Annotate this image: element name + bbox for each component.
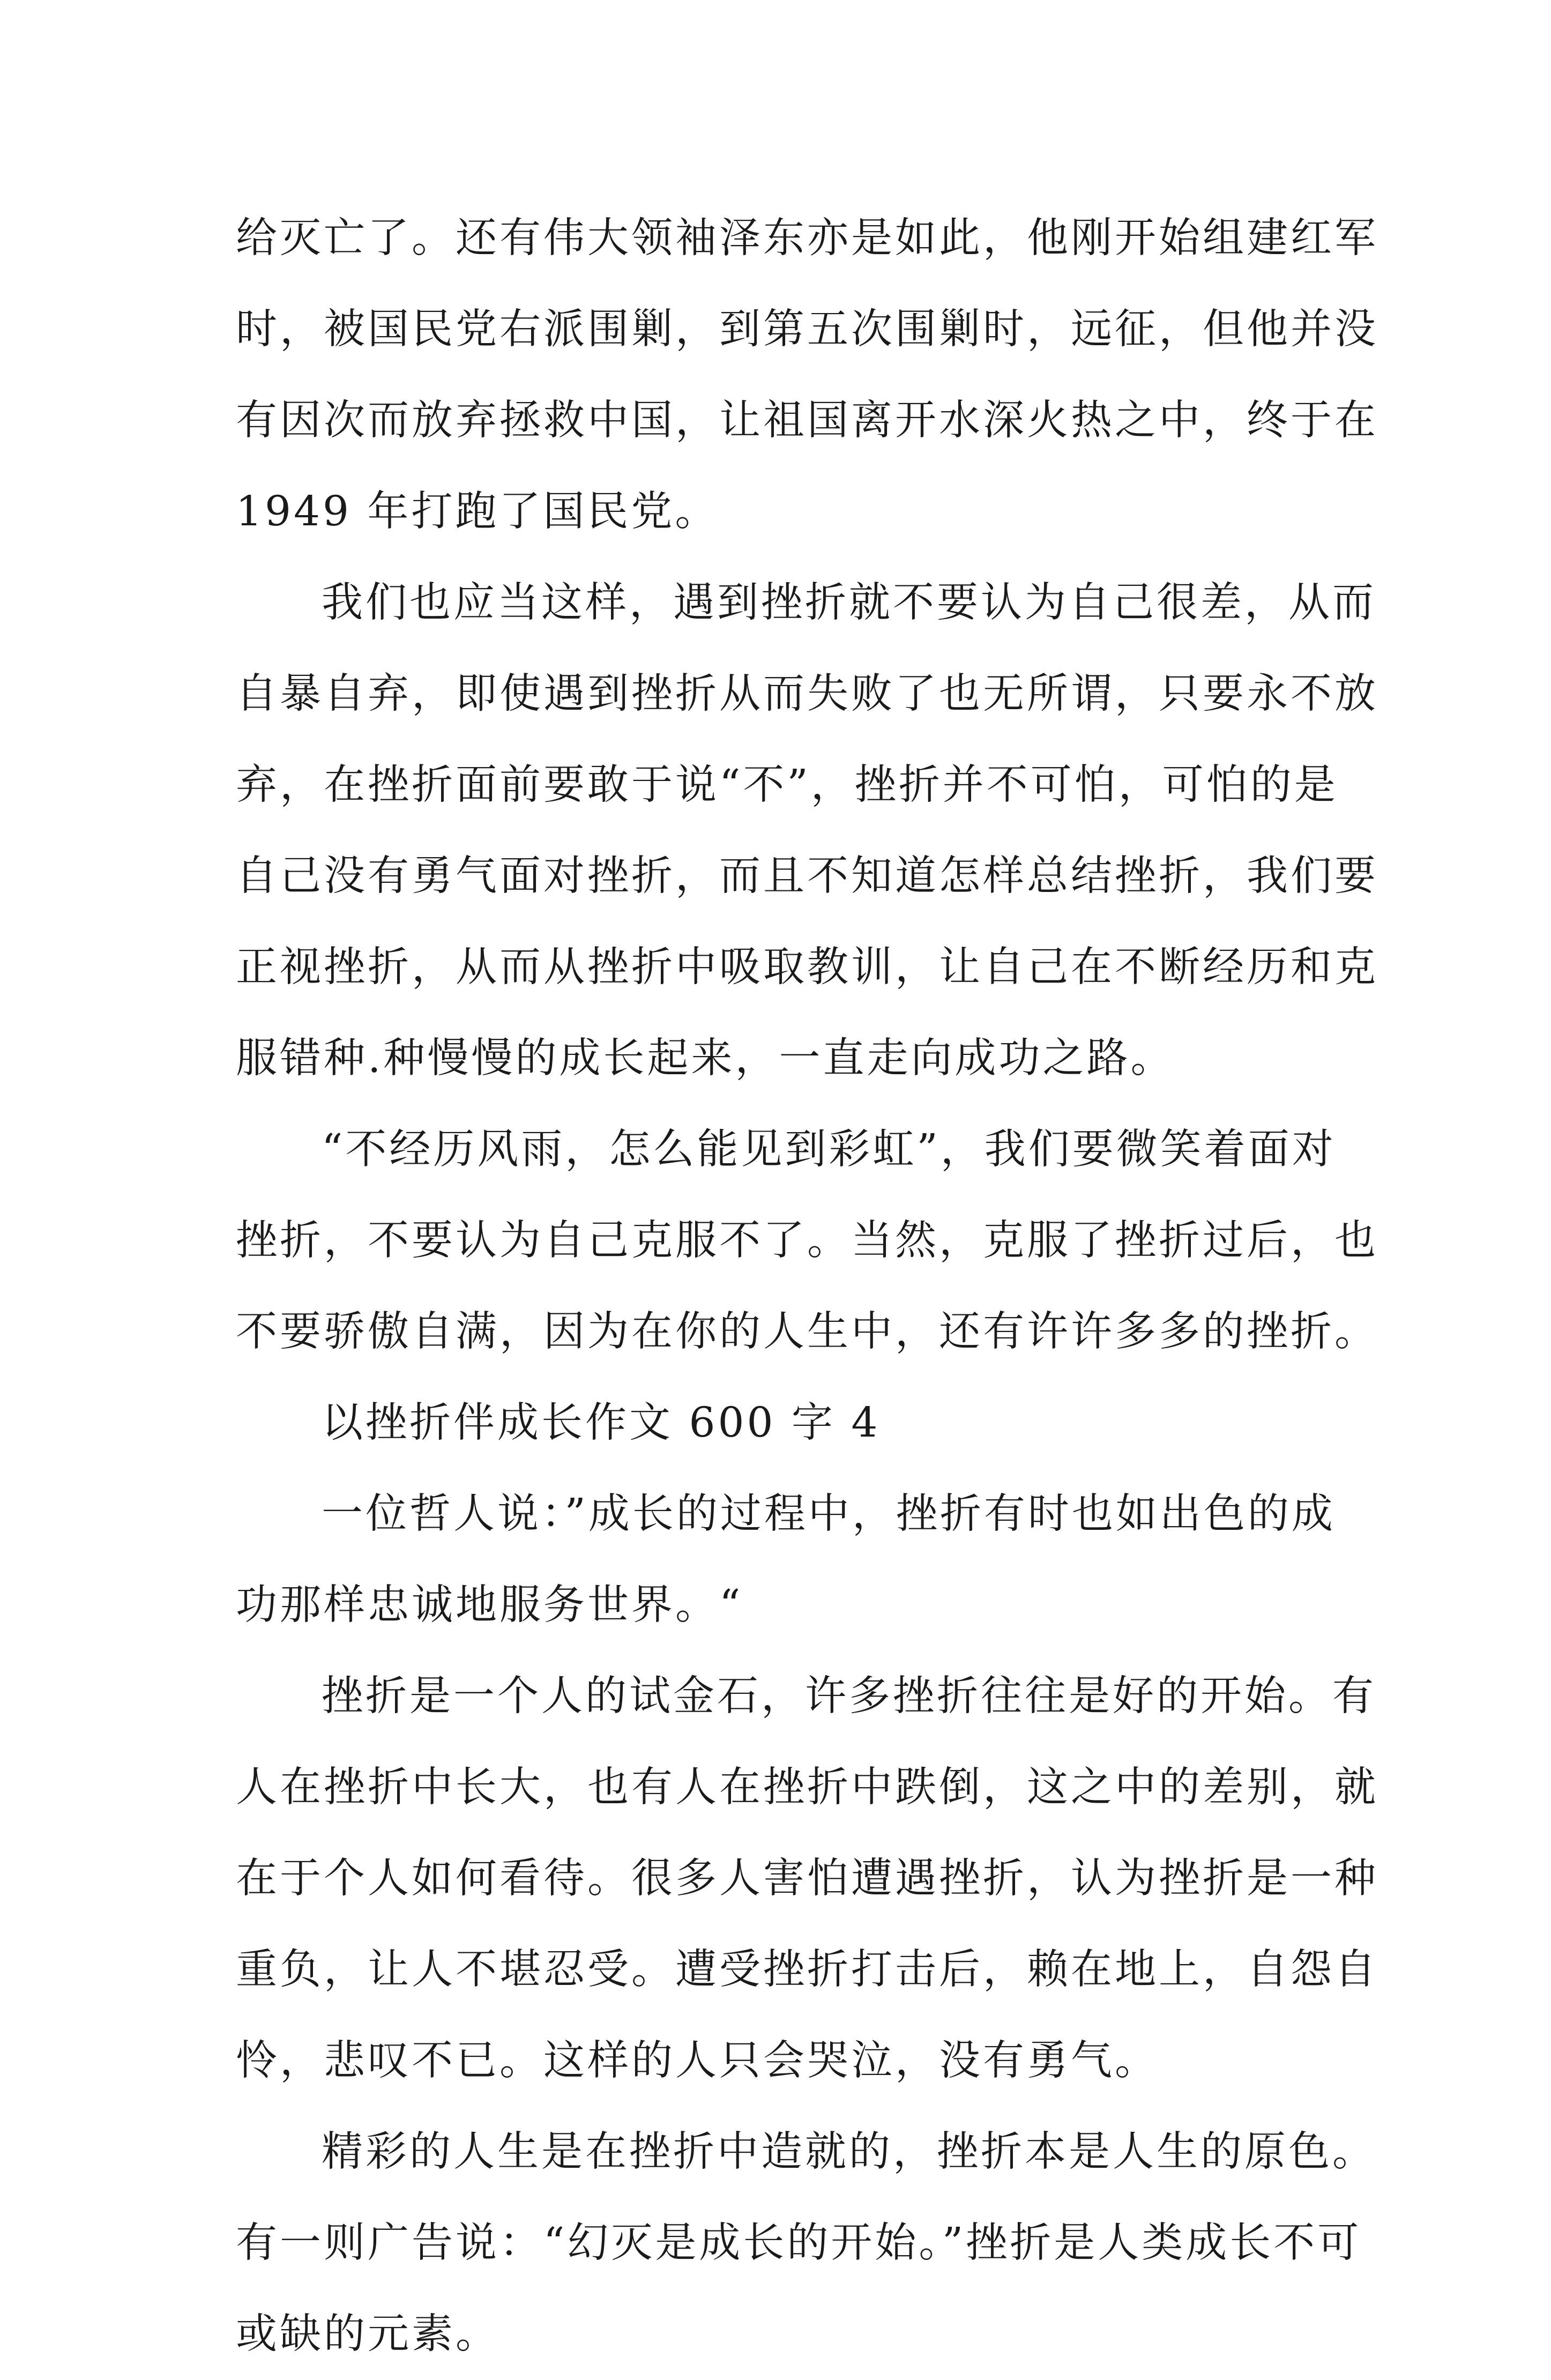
text-line: 时，被国民党右派围剿，到第五次围剿时，远征，但他并没	[236, 306, 1378, 353]
text-line: 1949 年打跑了国民党。	[236, 488, 719, 536]
text-line: 人在挫折中长大，也有人在挫折中跌倒，这之中的差别，就	[236, 1764, 1378, 1811]
text-line: 怜，悲叹不已。这样的人只会哭泣，没有勇气。	[236, 2037, 1159, 2085]
text-line: 挫折是一个人的试金石，许多挫折往往是好的开始。有	[322, 1672, 1376, 1720]
text-line: 服错种.种慢慢的成长起来，一直走向成功之路。	[236, 1035, 1175, 1082]
text-line: 功那样忠诚地服务世界。“	[236, 1581, 743, 1629]
text-line: 正视挫折，从而从挫折中吸取教训，让自己在不断经历和克	[236, 943, 1378, 991]
text-line: 重负，让人不堪忍受。遭受挫折打击后，赖在地上，自怨自	[236, 1946, 1378, 1994]
text-line: 给灭亡了。还有伟大领袖泽东亦是如此，他刚开始组建红军	[236, 214, 1378, 262]
text-line: 弃，在挫折面前要敢于说“不”，挫折并不可怕，可怕的是	[236, 761, 1338, 809]
text-line: 自暴自弃，即使遇到挫折从而失败了也无所谓，只要永不放	[236, 670, 1378, 718]
text-line: 有因次而放弃拯救中国，让祖国离开水深火热之中，终于在	[236, 397, 1378, 444]
text-line: “不经历风雨，怎么能见到彩虹”，我们要微笑着面对	[322, 1126, 1336, 1173]
text-line: 不要骄傲自满，因为在你的人生中，还有许许多多的挫折。	[236, 1308, 1378, 1356]
text-line: 在于个人如何看待。很多人害怕遭遇挫折，认为挫折是一种	[236, 1855, 1378, 1902]
text-line: 有一则广告说：“幻灭是成长的开始。”挫折是人类成长不可	[236, 2219, 1362, 2267]
text-line: 我们也应当这样，遇到挫折就不要认为自己很差，从而	[322, 579, 1376, 627]
section-heading: 以挫折伴成长作文 600 字 4	[322, 1399, 881, 1447]
text-line: 或缺的元素。	[236, 2310, 499, 2358]
text-line: 挫折，不要认为自己克服不了。当然，克服了挫折过后，也	[236, 1217, 1378, 1265]
document-body	[236, 193, 1378, 2380]
text-line: 自己没有勇气面对挫折，而且不知道怎样总结挫折，我们要	[236, 852, 1378, 900]
text-line: 一位哲人说：”成长的过程中，挫折有时也如出色的成	[322, 1490, 1336, 1538]
text-line: 精彩的人生是在挫折中造就的，挫折本是人生的原色。	[322, 2128, 1376, 2176]
